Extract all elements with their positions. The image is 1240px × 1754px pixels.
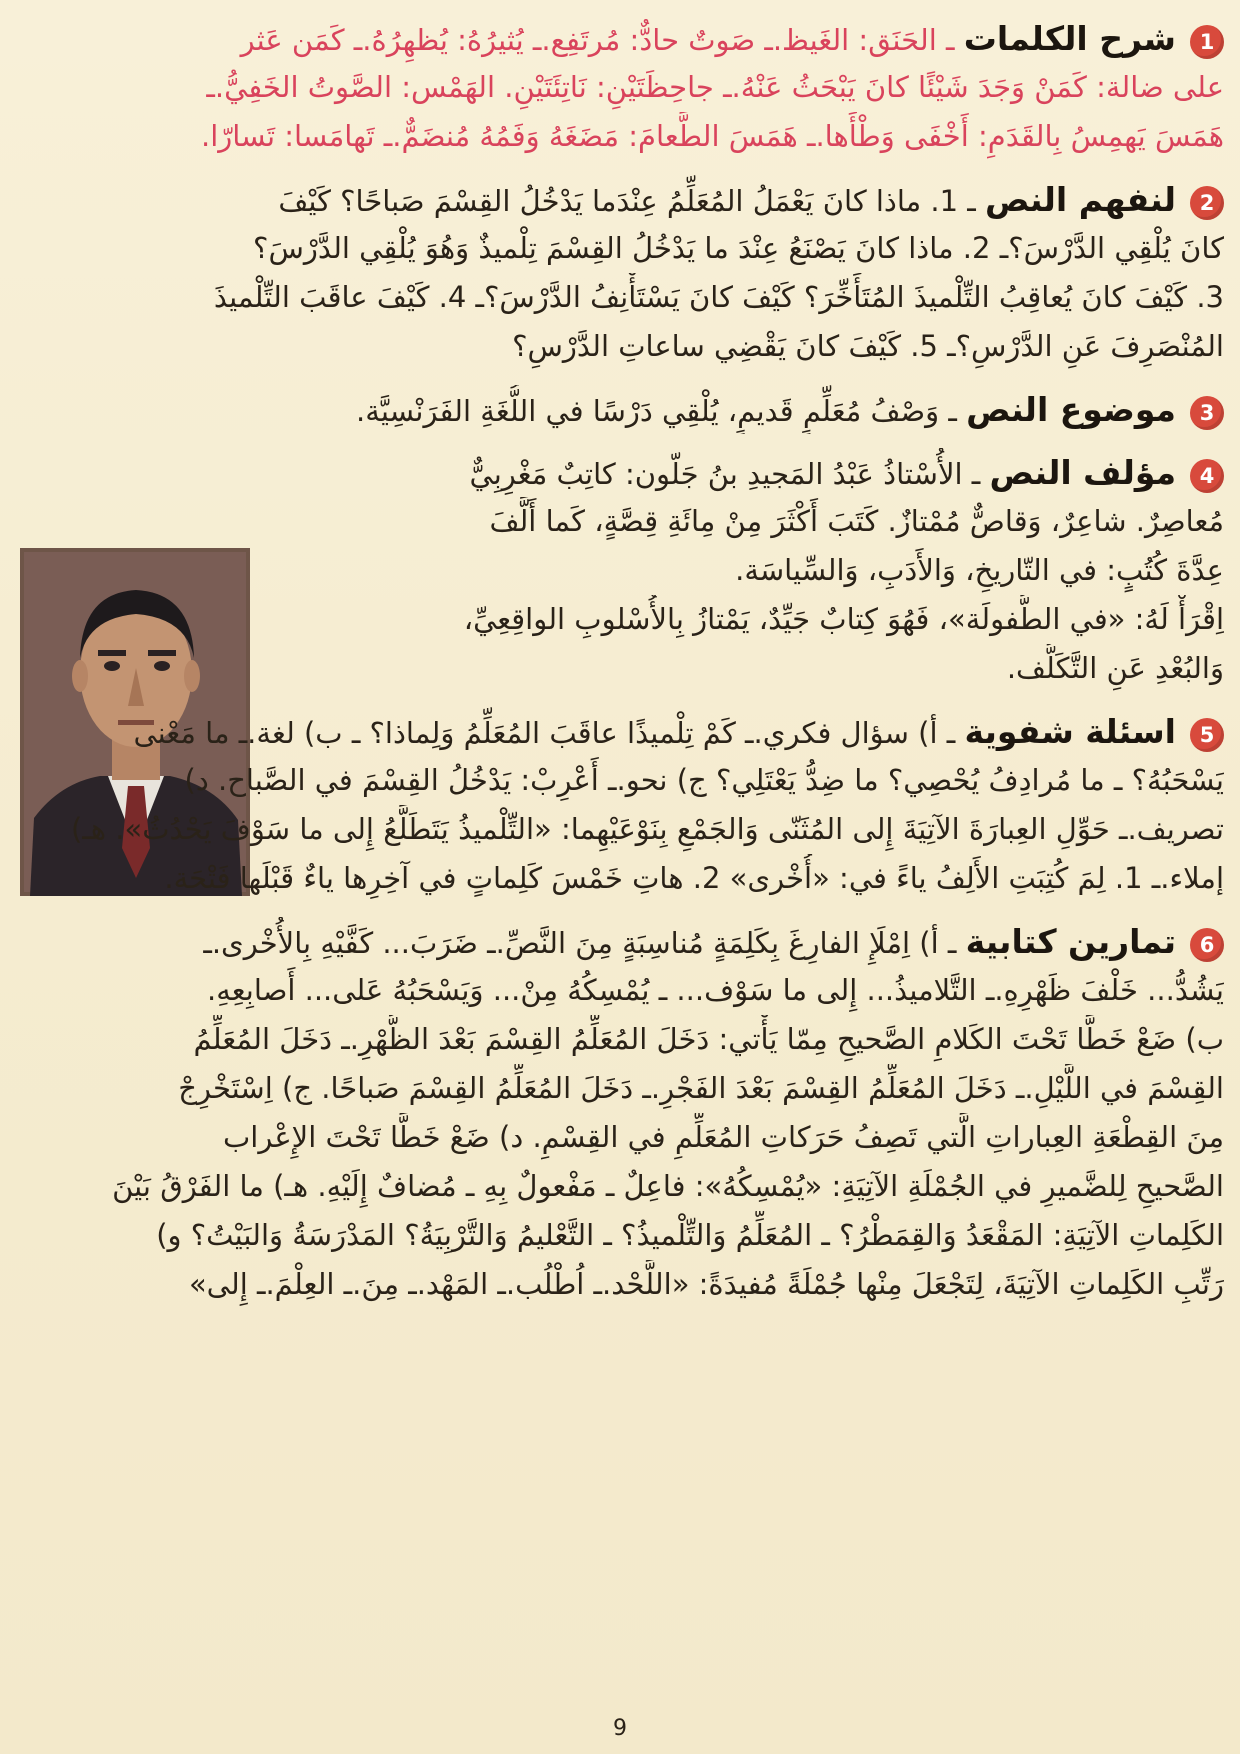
section-oral-questions (16, 707, 1224, 903)
section-comprehension (16, 175, 1224, 371)
section-line: هَمَسَ يَهمِسُ بِالقَدَمِ: أَخْفَى وَطْأَها.ـ هَمَسَ الطَّعامَ: مَضَغَهُ وَفَمُهُ مُنضَمٌّ.ـ تَهامَسا: تَسارّا. (200, 119, 1224, 153)
section-line (16, 175, 1224, 224)
page-number: 9 (613, 1716, 627, 1741)
section-line: ب) ضَعْ خَطًّا تَحْتَ الكَلامِ الصَّحيحِ مِمّا يَأْتي: دَخَلَ المُعَلِّمُ القِسْمَ بَعْدَ الظُّهْرِ.ـ دَخَلَ المُعَلِّمُ (193, 1022, 1224, 1056)
section-line: اِقْرَأْ لَهُ: «في الطُّفولَة»، فَهُوَ كِتابٌ جَيِّدٌ، يَمْتازُ بِالأُسْلوبِ الواقِعِيِّ، (463, 602, 1224, 636)
section-line: إملاء.ـ 1. لِمَ كُتِبَتِ الأَلِفُ ياءً في: «أُخْرى» 2. هاتِ خَمْسَ كَلِماتٍ في آخِرِها ياءٌ قَبْلَها فَتْحَة. (164, 861, 1224, 895)
section-line: على ضالة: كَمَنْ وَجَدَ شَيْئًا كانَ يَبْحَثُ عَنْهُ.ـ جاحِظَتَيْنِ: نَاتِئَتَيْنِ. الهَمْس: الصَّوتُ الخَفِيُّ.ـ (206, 70, 1224, 104)
section-line (16, 707, 1224, 756)
section-line: كانَ يُلْقِي الدَّرْسَ؟ـ 2. ماذا كانَ يَصْنَعُ عِنْدَ ما يَدْخُلُ القِسْمَ تِلْميذٌ وَهُوَ يُلْقِي الدَّرْسَ؟ (253, 231, 1224, 265)
section-line: مُعاصِرٌ. شاعِرٌ، وَقاصٌّ مُمْتازٌ. كَتَبَ أَكْثَرَ مِنْ مِائَةِ قِصَّةٍ، كَما أَلَّفَ (489, 504, 1224, 538)
section-line: المُنْصَرِفَ عَنِ الدَّرْسِ؟ـ 5. كَيْفَ كانَ يَقْضِي ساعاتِ الدَّرْسِ؟ (512, 329, 1224, 363)
section-topic (16, 385, 1224, 434)
section-line: الكَلِماتِ الآتِيَةِ: المَقْعَدُ وَالقِمَطْرُ؟ ـ المُعَلِّمُ وَالتِّلْميذُ؟ ـ التَّعْليمُ وَالتَّرْبِيَةُ؟ المَدْرَسَةُ وَالبَيْتُ؟ و) (156, 1218, 1224, 1252)
section-text: ـ أ) اِمْلَإِ الفارِغَ بِكَلِمَةٍ مُناسِبَةٍ مِنَ النَّصِّ.ـ ضَرَبَ... كَفَّيْهِ بِالأُخْرى.ـ (203, 926, 957, 960)
section-number-badge: 5 (1190, 718, 1224, 752)
section-line (276, 448, 1224, 497)
section-line: القِسْمَ في اللَّيْلِ.ـ دَخَلَ المُعَلِّمُ القِسْمَ بَعْدَ الفَجْرِ.ـ دَخَلَ المُعَلِّمُ القِسْمَ صَباحًا. ج) اِسْتَخْرِجْ (178, 1071, 1224, 1105)
section-title: لنفهم النص (985, 180, 1176, 219)
section-written-exercises (16, 917, 1224, 1309)
section-line: رَتِّبِ الكَلِماتِ الآتِيَةَ، لِتَجْعَلَ مِنْها جُمْلَةً مُفيدَةً: «اللَّحْد.ـ اُطْلُب.ـ المَهْد.ـ مِنَ.ـ العِلْمَ.ـ إِلى» (188, 1267, 1224, 1301)
section-title: موضوع النص (966, 390, 1176, 429)
section-line: الصَّحيحِ لِلضَّميرِ في الجُمْلَةِ الآتِيَةِ: «يُمْسِكُهُ»: فاعِلٌ ـ مَفْعولٌ بِهِ ـ مُضافٌ إِلَيْهِ. هـ) ما الفَرْقُ بَيْنَ (112, 1169, 1224, 1203)
section-text: ـ الأُسْتاذُ عَبْدُ المَجيدِ بنُ جَلّون: كاتِبٌ مَغْرِبِيٌّ (469, 457, 981, 491)
section-number-badge: 3 (1190, 396, 1224, 430)
section-line: يَسْحَبُهُ؟ ـ ما مُرادِفُ يُحْصِي؟ ما ضِدُّ يَعْتَلِي؟ ج) نحو.ـ أَعْرِبْ: يَدْخُلُ القِسْمَ في الصَّباح. د) (184, 763, 1224, 797)
section-title: شرح الكلمات (963, 19, 1176, 58)
section-line: تصريف.ـ حَوِّلِ العِبارَةَ الآتِيَةَ إِلى المُثَنّى وَالجَمْعِ بِنَوْعَيْهِما: «التِّلْميذُ يَتَطَلَّعُ إِلى ما سَوْفَ يَحْدُثُ». هـ) (70, 812, 1224, 846)
section-number-badge: 4 (1190, 459, 1224, 493)
section-line: 3. كَيْفَ كانَ يُعاقِبُ التِّلْميذَ المُتَأَخِّرَ؟ كَيْفَ كانَ يَسْتَأْنِفُ الدَّرْسَ؟ـ 4. كَيْفَ عاقَبَ التِّلْميذَ (213, 280, 1224, 314)
section-line: وَالبُعْدِ عَنِ التَّكَلُّف. (1006, 651, 1224, 685)
section-title: اسئلة شفوية (964, 712, 1176, 751)
section-line (16, 14, 1224, 63)
section-title: تمارين كتابية (965, 922, 1176, 961)
section-number-badge: 1 (1190, 25, 1224, 59)
section-text: ـ الحَنَق: الغَيظ.ـ صَوتٌ حادٌّ: مُرتَفِع.ـ يُثيرُهُ: يُظهِرُهُ.ـ كَمَن عَثر (240, 23, 955, 57)
section-number-badge: 2 (1190, 186, 1224, 220)
section-author (276, 448, 1224, 693)
section-line (16, 385, 1224, 434)
section-text: ـ أ) سؤال فكري.ـ كَمْ تِلْميذًا عاقَبَ المُعَلِّمُ وَلِماذا؟ ـ ب) لغة.ـ ما مَعْنى (133, 716, 956, 750)
section-vocabulary (16, 14, 1224, 161)
section-line: يَشُدُّ... خَلْفَ ظَهْرِهِ.ـ التَّلاميذُ... إِلى ما سَوْف... ـ يُمْسِكُهُ مِنْ... وَيَسْحَبُهُ عَلى... أَصابِعِهِ. (207, 973, 1224, 1007)
section-title: مؤلف النص (989, 453, 1176, 492)
section-line (16, 917, 1224, 966)
section-text: ـ 1. ماذا كانَ يَعْمَلُ المُعَلِّمُ عِنْدَما يَدْخُلُ القِسْمَ صَباحًا؟ كَيْفَ (278, 184, 976, 218)
section-text: ـ وَصْفُ مُعَلِّمٍ قَديمٍ، يُلْقِي دَرْسًا في اللُّغَةِ الفَرَنْسِيَّة. (356, 394, 957, 428)
section-line: مِنَ القِطْعَةِ العِباراتِ الَّتي تَصِفُ حَرَكاتِ المُعَلِّمِ في القِسْمِ. د) ضَعْ خَطًّا تَحْتَ الإِعْراب (223, 1120, 1224, 1154)
section-number-badge: 6 (1190, 928, 1224, 962)
section-line: عِدَّةَ كُتُبٍ: في التّاريخِ، وَالأَدَبِ، وَالسِّياسَة. (735, 553, 1224, 587)
